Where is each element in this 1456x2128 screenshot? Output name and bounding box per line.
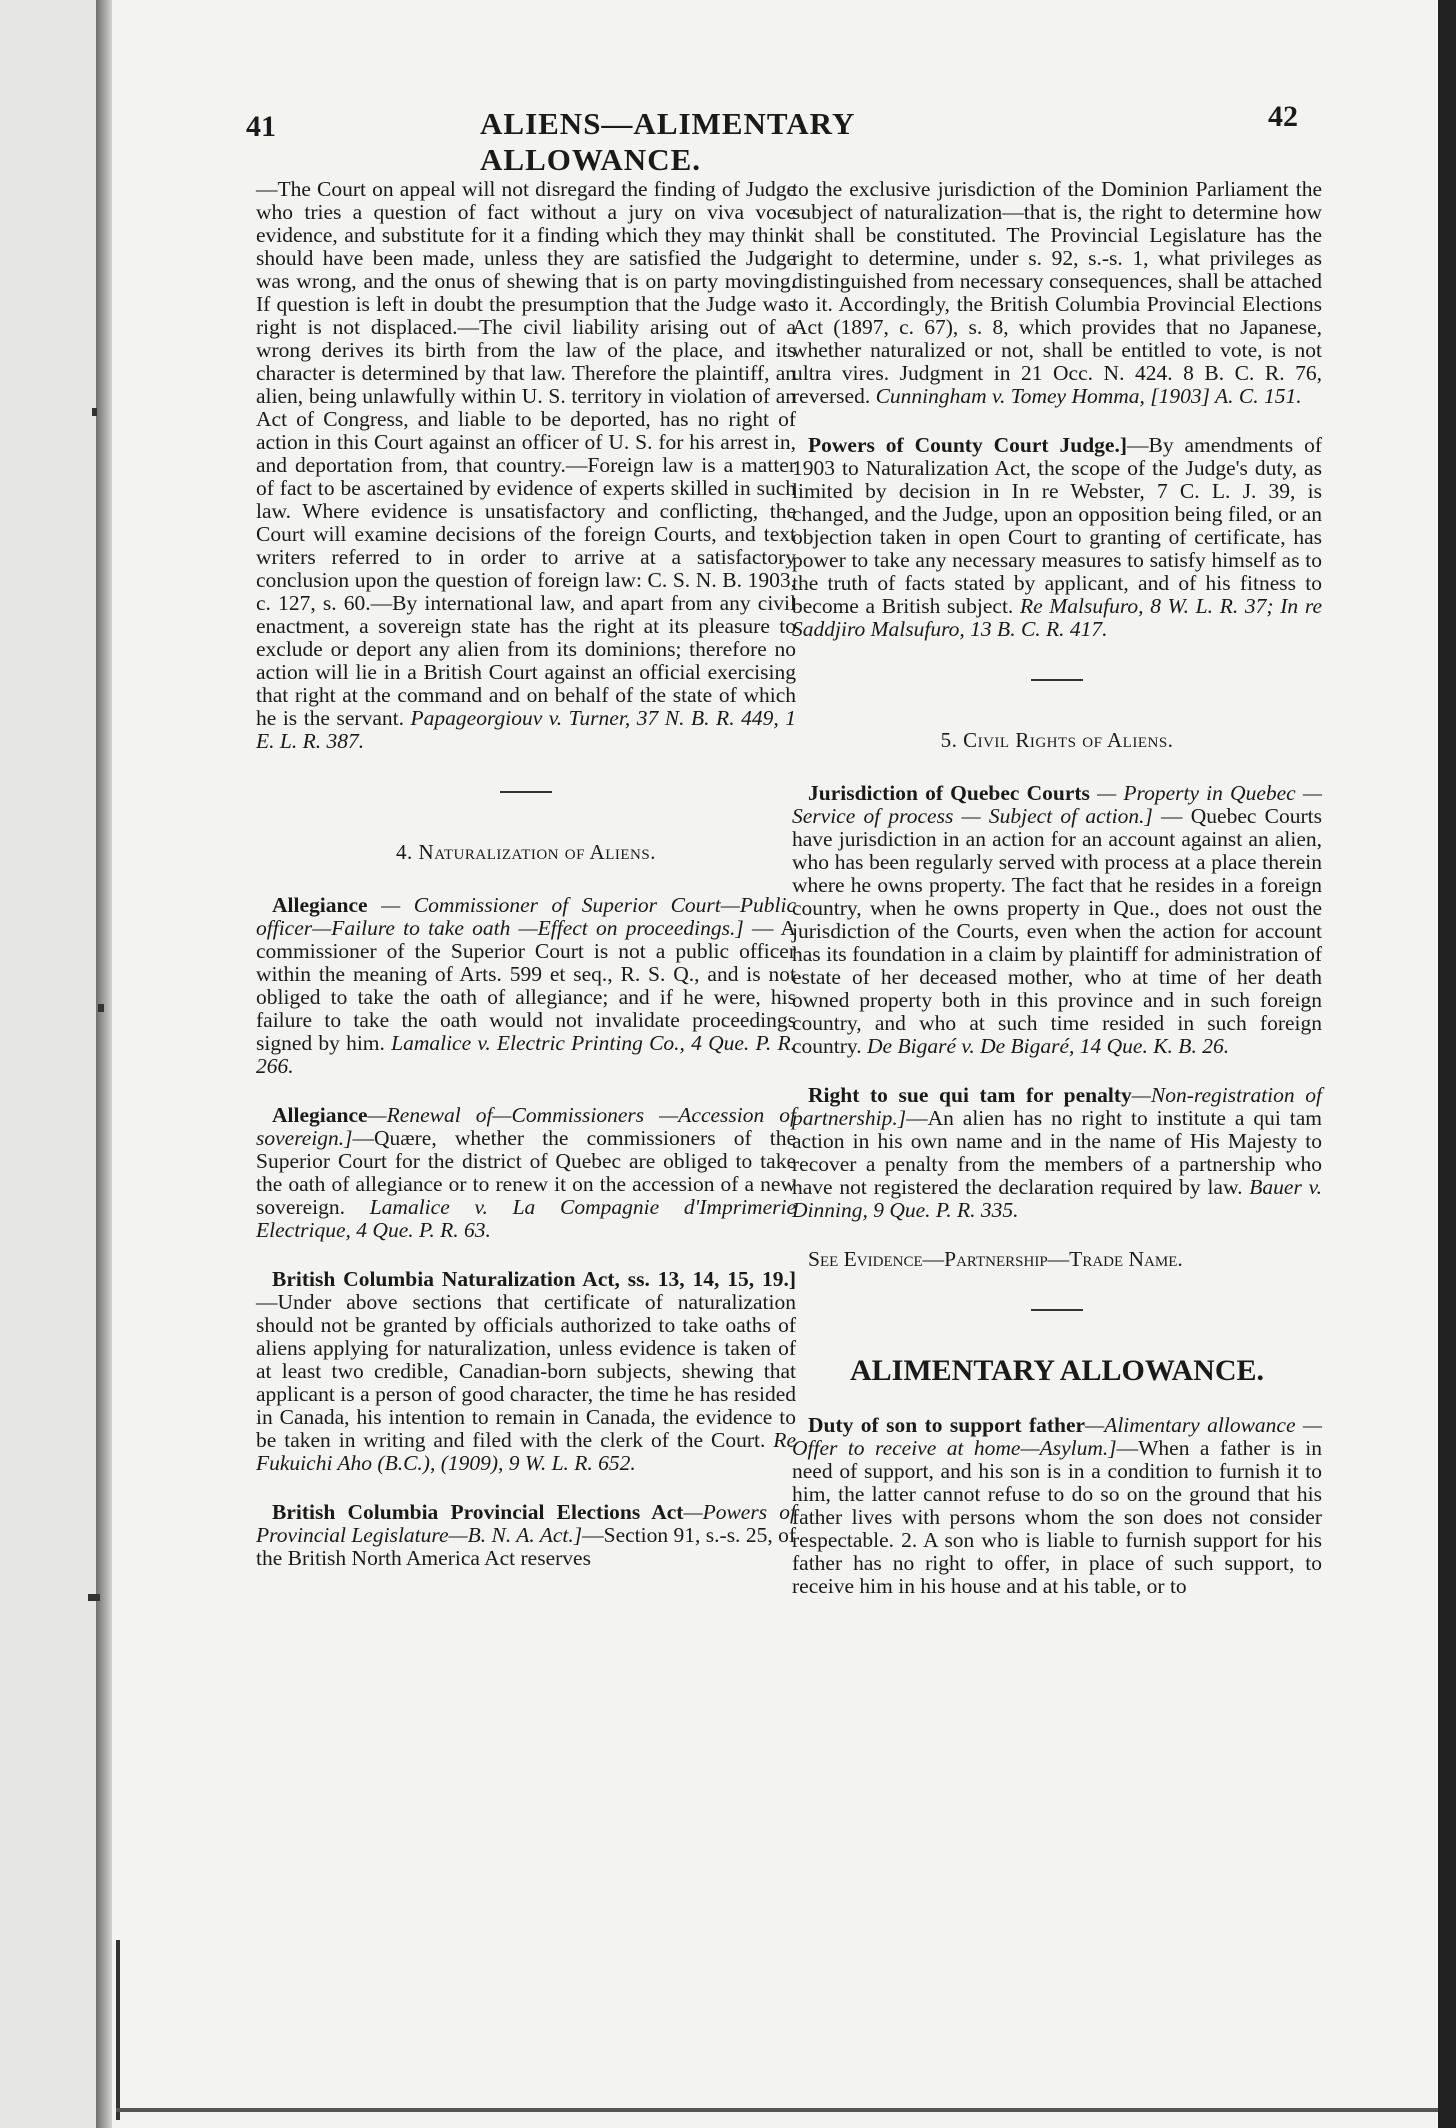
margin-mark (88, 1594, 100, 1601)
entry-body: —Quære, whether the commissioners of the Superior Court for the district of Quebec are obliged to take the oath of allegiance or to renew it on the accession of a new sovereign. (256, 1126, 796, 1219)
entry-headword: Duty of son to support father (808, 1413, 1086, 1437)
left-column (256, 178, 796, 1596)
right-column (792, 178, 1322, 1624)
entry-headword: British Columbia Provincial Elections Act (272, 1500, 684, 1524)
section-heading-civil-rights: 5. Civil Rights of Aliens. (940, 728, 1174, 752)
entry-county-court-judge (792, 434, 1322, 641)
entry-citation: Re Malsufuro, 8 W. L. R. 37; In re Saddjiro Malsufuro, 13 B. C. R. 417. (792, 594, 1322, 641)
entry-headword: British Columbia Naturalization Act, ss. 13, 14, 15, 19.] (272, 1267, 796, 1291)
margin-mark (92, 408, 97, 416)
page-number-left: 41 (246, 110, 276, 143)
continuation-text: to the exclusive jurisdiction of the Dominion Parliament the subject of naturalization—that is, the right to determine how it shall be constituted. The Provincial Legislature has the right to determine, under s. 92, s.-s. 1, what privileges as distinguished from necessary consequences, shall be attached to it. Accordingly, the British Columbia Provincial Elections Act (1897, c. 67), s. 8, which provides that no Japanese, whether naturalized or not, shall be entitled to vote, is not ultra vires. Judgment in 21 Occ. N. 424. 8 B. C. R. 76, reversed. (792, 177, 1322, 408)
running-head: ALIENS—ALIMENTARY ALLOWANCE. (480, 106, 855, 177)
entry-citation: Lamalice v. Electric Printing Co., 4 Que. P. R. 266. (256, 1031, 796, 1078)
entry-body: —Under above sections that certificate of naturalization should not be granted by officials authorized to take oaths of aliens applying for naturalization, unless evidence is taken of at least two credible, Canadian-born subjects, shewing that applicant is a person of good character, the time he has resided in Canada, his intention to remain in Canada, the evidence to be taken in writing and filed with the clerk of the Court. (256, 1290, 796, 1452)
entry-subject: —Non-registration of partnership.] (792, 1083, 1322, 1130)
entry-qui-tam (792, 1084, 1322, 1222)
entry-duty-of-son (792, 1414, 1322, 1598)
continuation-paragraph (792, 178, 1322, 408)
entry-headword: Jurisdiction of Quebec Courts (808, 781, 1090, 805)
entry-body: — Quebec Courts have jurisdiction in an action for an account against an alien, who has been regularly served with process at a place therein where he owns property. The fact that he resides in a foreign country, when he owns property in Que., does not oust the jurisdiction of the Courts, even when the action for account has its foundation in a claim by plaintiff for administration of estate of her deceased mother, who at time of her death owned property both in this province and in such foreign country, and who at such time resided in such foreign country. (792, 804, 1322, 1058)
entry-citation: Lamalice v. La Compagnie d'Imprimerie Electrique, 4 Que. P. R. 63. (256, 1195, 796, 1242)
entry-body: —By amendments of 1903 to Naturalization Act, the scope of the Judge's duty, as limited by decision in In re Webster, 7 C. L. J. 39, is changed, and the Judge, upon an opposition being filed, or an objection taken in open Court to granting of certificate, has power to take any necessary measures to satisfy himself as to the truth of facts stated by applicant, and of his fitness to become a British subject. (792, 433, 1322, 618)
continuation-citation: Cunningham v. Tomey Homma, [1903] A. C. 151. (870, 384, 1302, 408)
entry-body: — A commissioner of the Superior Court is not a public officer within the meaning of Arts. 599 et seq., R. S. Q., and is not obliged to take the oath of allegiance; and if he were, his failure to take the oath would not invalidate proceedings signed by him. (256, 916, 796, 1055)
entry-quebec-jurisdiction (792, 782, 1322, 1058)
alimentary-allowance-heading: ALIMENTARY ALLOWANCE. (850, 1354, 1264, 1387)
margin-mark (116, 2108, 1438, 2112)
entry-subject: —Renewal of—Commissioners —Accession of sovereign.] (256, 1103, 796, 1150)
intro-paragraph (256, 178, 796, 753)
entry-allegiance-commissioner (256, 894, 796, 1078)
entry-bc-elections-act (256, 1501, 796, 1570)
scan-right-border (1438, 0, 1456, 2128)
section-heading-naturalization: 4. Naturalization of Aliens. (396, 840, 656, 864)
entry-bc-naturalization-act (256, 1268, 796, 1475)
intro-text: —The Court on appeal will not disregard the finding of Judge who tries a question of fact without a jury on viva voce evidence, and substitute for it a finding which they may think should have been made, unless they are satisfied the Judge was wrong, and the onus of shewing that is on party moving. If question is left in doubt the presumption that the Judge was right is not displaced.—The civil liability arising out of a wrong derives its birth from the law of the place, and its character is determined by that law. Therefore the plaintiff, an alien, being unlawfully within U. S. territory in violation of an Act of Congress, and liable to be deported, has no right of action in this Court against an officer of U. S. for his arrest in, and deportation from, that country.—Foreign law is a matter of fact to be ascertained by evidence of experts skilled in such law. Where evidence is unsatisfactory and conflicting, the Court will examine decisions of the foreign Courts, and text writers referred to in order to arrive at a satisfactory conclusion upon the question of foreign law: C. S. N. B. 1903, c. 127, s. 60.—By international law, and apart from any civil enactment, a sovereign state has the right at its pleasure to exclude or deport any alien from its dominions; therefore no action will lie in a British Court against an official exercising that right at the command and on behalf of the state of which he is the servant. (256, 177, 796, 730)
see-also-reference: See Evidence—Partnership—Trade Name. (808, 1247, 1183, 1271)
entry-headword: Allegiance (272, 1103, 368, 1127)
entry-headword: Right to sue qui tam for penalty (808, 1083, 1132, 1107)
margin-mark (116, 1940, 120, 2120)
entry-body: —Section 91, s.-s. 25, of the British North America Act reserves (256, 1523, 796, 1570)
entry-body: —An alien has no right to institute a qui tam action in his own name and in the name of His Majesty to recover a penalty from the members of a partnership who have not registered the declaration required by law. (792, 1106, 1322, 1199)
entry-body: —When a father is in need of support, and his son is in a condition to furnish it to him, the latter cannot refuse to do so on the ground that his father lives with persons whom the son does not consider respectable. 2. A son who is liable to furnish support for his father has no right to offer, in place of such support, to receive him in his house and at his table, or to (792, 1436, 1322, 1598)
page-number-right: 42 (1268, 100, 1298, 133)
entry-subject: —Alimentary allowance — Offer to receive at home—Asylum.] (792, 1413, 1323, 1460)
section-divider (1031, 1309, 1083, 1311)
entry-headword: Powers of County Court Judge.] (808, 433, 1127, 457)
section-divider (1031, 679, 1083, 681)
entry-citation: Bauer v. Dinning, 9 Que. P. R. 335. (792, 1175, 1322, 1222)
margin-mark (98, 1004, 104, 1012)
entry-citation: Re Fukuichi Aho (B.C.), (1909), 9 W. L. R. 652. (256, 1428, 796, 1475)
entry-headword: Allegiance (272, 893, 368, 917)
entry-allegiance-renewal (256, 1104, 796, 1242)
entry-subject: — Commissioner of Superior Court—Public officer—Failure to take oath —Effect on proceedings.] (256, 893, 796, 940)
intro-citation: Papageorgiouv v. Turner, 37 N. B. R. 449, 1 E. L. R. 387. (256, 706, 797, 753)
section-divider (500, 791, 552, 793)
entry-subject: —Powers of Provincial Legislature—B. N. A. Act.] (256, 1500, 796, 1547)
entry-subject: — Property in Quebec — Service of process — Subject of action.] (792, 781, 1322, 828)
entry-citation: De Bigaré v. De Bigaré, 14 Que. K. B. 26. (861, 1034, 1230, 1058)
scan-left-margin (0, 0, 96, 2128)
